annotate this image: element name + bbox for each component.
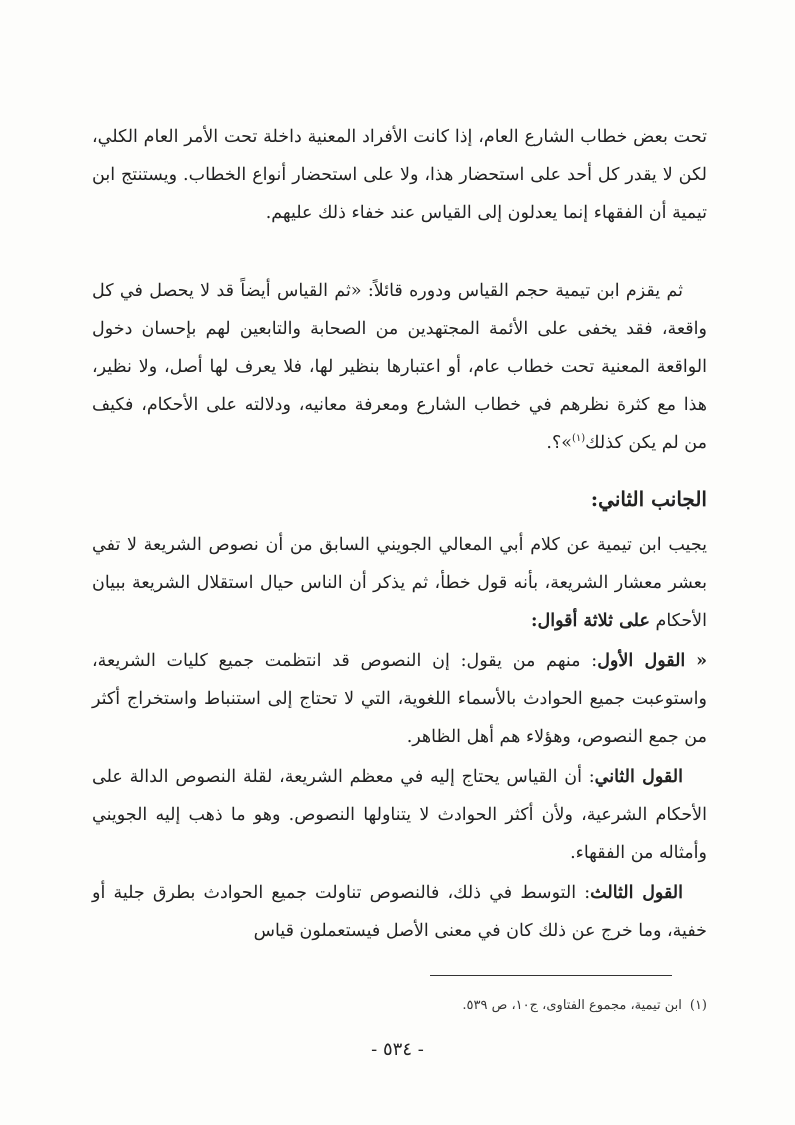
opinion-3 [92, 874, 707, 950]
footnote [92, 995, 707, 1017]
paragraph-2-text: ثم يقزم ابن تيمية حجم القياس ودوره قائلاً: «ثم القياس أيضاً قد لا يحصل في كل واقعة، فقد يخفى على الأئمة المجتهدين من الصحابة والتابعين لهم بإحسان دخول الواقعة المعنية تحت خطاب عام، أو اعتبارها بنظير لها، فلا يعرف لها أصل، ولا نظير، هذا مع كثرة نظرهم في خطاب الشارع ومعرفة معانيه، ودلالته على الأحكام، فكيف من لم يكن كذلك [92, 281, 707, 453]
text-block-3 [92, 526, 707, 640]
paragraph-2 [92, 272, 707, 462]
opinion-2-label: القول الثاني [594, 767, 683, 787]
paragraph-3-bold: على ثلاثة أقوال: [531, 611, 650, 631]
paragraph-3 [92, 526, 707, 640]
opinion-1-open-quote: « [696, 651, 707, 671]
opinion-3-text: : التوسط في ذلك، فالنصوص تناولت جميع الحوادث بطرق جلية أو خفية، وما خرج عن ذلك كان في معنى الأصل فيستعملون قياس [92, 883, 707, 941]
opinion-3-label: القول الثالث [590, 883, 683, 903]
footnote-divider [430, 975, 672, 976]
text-block-opinion-2 [92, 758, 707, 872]
footnote-text: ابن تيمية، مجموع الفتاوى، ج١٠، ص ٥٣٩. [462, 998, 682, 1013]
text-block-1 [92, 118, 707, 232]
page-number: - ٥٣٤ - [371, 1039, 424, 1060]
section-heading: الجانب الثاني: [590, 487, 707, 511]
paragraph-3-text: يجيب ابن تيمية عن كلام أبي المعالي الجويني السابق من أن نصوص الشريعة لا تفي بعشر معشار الشريعة، بأنه قول خطأ، ثم يذكر أن الناس حيال استقلال الشريعة ببيان الأحكام [92, 535, 707, 631]
paragraph-2-end: »؟. [546, 433, 572, 453]
text-block-2 [92, 272, 707, 462]
paragraph-1: تحت بعض خطاب الشارع العام، إذا كانت الأفراد المعنية داخلة تحت الأمر العام الكلي، لكن لا يقدر كل أحد على استحضار هذا، ولا على استحضار أنواع الخطاب. ويستنتج ابن تيمية أن الفقهاء إنما يعدلون إلى القياس عند خفاء ذلك عليهم. [92, 127, 707, 223]
opinion-1 [92, 642, 707, 756]
footnote-reference[interactable]: (١) [571, 433, 586, 445]
opinion-2-text: : أن القياس يحتاج إليه في معظم الشريعة، لقلة النصوص الدالة على الأحكام الشرعية، ولأن أكثر الحوادث لا يتناولها النصوص. وهو ما ذهب إليه الجويني وأمثاله من الفقهاء. [92, 767, 707, 863]
text-block-opinion-3 [92, 874, 707, 950]
opinion-2 [92, 758, 707, 872]
text-block-opinion-1 [92, 642, 707, 756]
footnote-number: (١) [689, 998, 707, 1013]
opinion-1-label: القول الأول [597, 651, 686, 671]
opinion-1-text: : منهم من يقول: إن النصوص قد انتظمت جميع كليات الشريعة، واستوعبت جميع الحوادث بالأسماء اللغوية، التي لا تحتاج إلى استنباط واستخراج أكثر من جمع النصوص، وهؤلاء هم أهل الظاهر. [92, 651, 707, 747]
